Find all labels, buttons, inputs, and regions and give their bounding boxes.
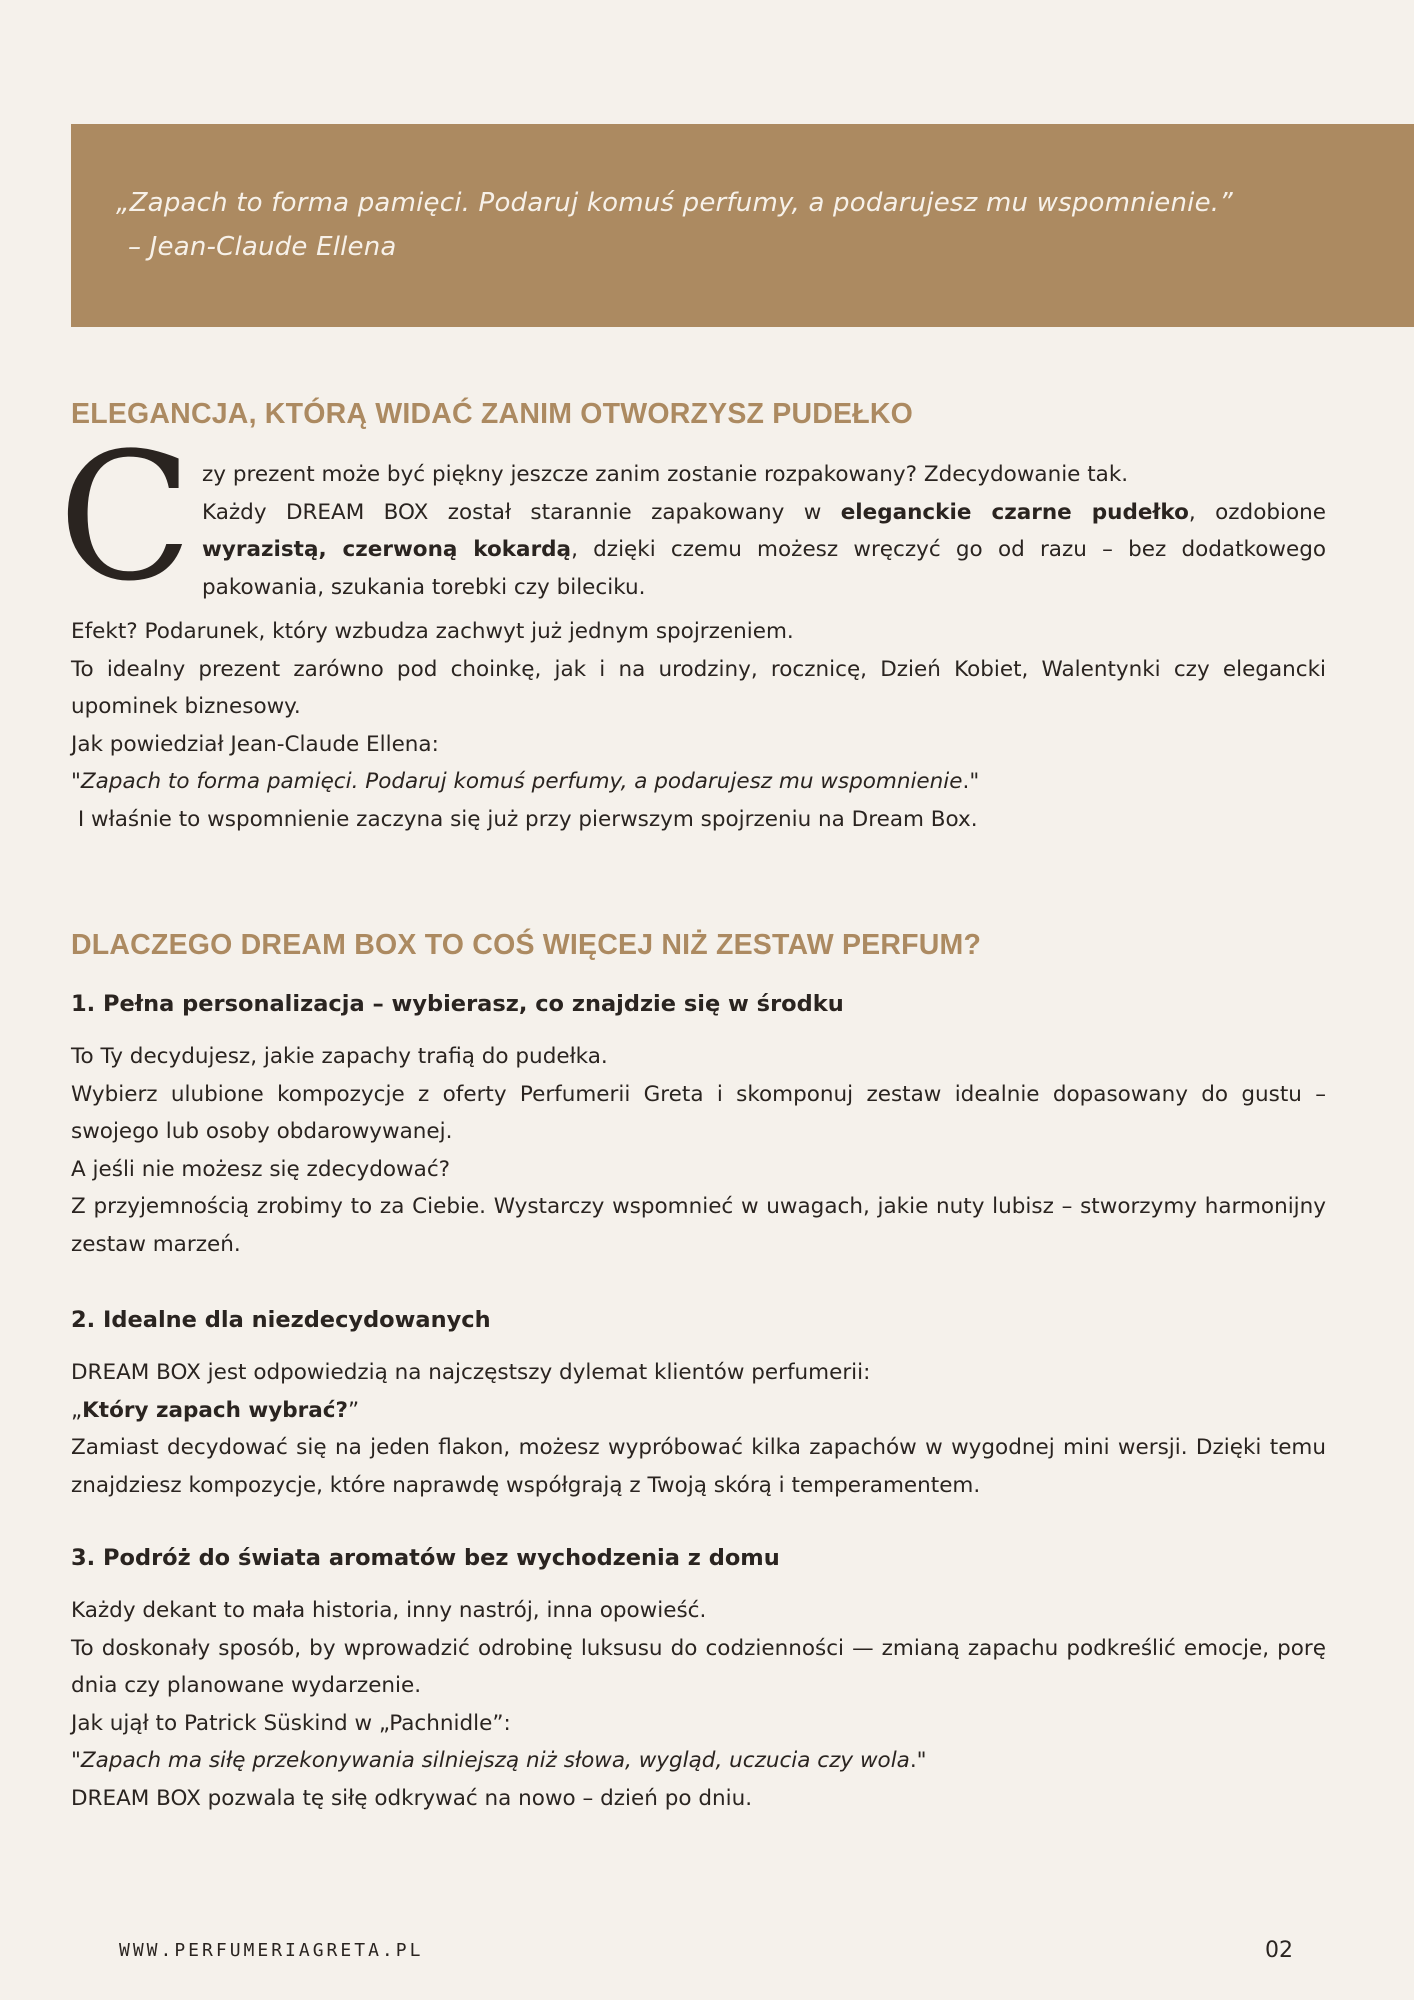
item2-body	[71, 1354, 1326, 1504]
ellena-quote	[71, 763, 1326, 801]
quote-banner	[71, 124, 1414, 327]
banner-quote-author: – Jean-Claude Ellena	[128, 232, 397, 262]
packaging-text-2: , ozdobione	[1188, 499, 1326, 525]
ideal-gift-text: To idealny prezent zarówno pod choinkę, jak i na urodziny, rocznicę, Dzień Kobiet, Walentynki czy elegancki upominek biznesowy.	[71, 656, 1326, 719]
quote-mark-close: ."	[962, 769, 980, 794]
item1-title: 1. Pełna personalizacja – wybierasz, co znajdzie się w środku	[71, 991, 844, 1017]
item1-p3: A jeśli nie możesz się zdecydować?	[71, 1156, 451, 1182]
section-heading-elegance: ELEGANCJA, KTÓRĄ WIDAĆ ZANIM OTWORZYSZ PUDEŁKO	[71, 398, 914, 430]
ellena-quote-text: Zapach to forma pamięci. Podaruj komuś perfumy, a podarujesz mu wspomnienie	[80, 769, 963, 794]
item1-p4: Z przyjemnością zrobimy to za Ciebie. Wystarczy wspomnieć w uwagach, jakie nuty lubisz – stworzymy harmonijny zestaw marzeń.	[71, 1194, 1326, 1257]
packaging-box-bold: eleganckie czarne pudełko	[840, 499, 1189, 525]
closing-text: I właśnie to wspomnienie zaczyna się już przy pierwszym spojrzeniu na Dream Box.	[71, 806, 978, 832]
quote-mark-open: "	[71, 1748, 81, 1773]
item2-p3: Zamiast decydować się na jeden flakon, możesz wypróbować kilka zapachów w wygodnej mini wersji. Dzięki temu znajdziesz kompozycje, które naprawdę współgrają z Twoją skórą i temperamentem.	[71, 1435, 1326, 1498]
item1-p1: To Ty decydujesz, jakie zapachy trafią do pudełka.	[71, 1044, 608, 1069]
item3-body	[71, 1592, 1326, 1817]
item3-p3: Jak ujął to Patrick Süskind w „Pachnidle”:	[71, 1710, 511, 1736]
banner-quote	[116, 181, 1233, 269]
item1-body	[71, 1038, 1326, 1263]
intro-packaging	[202, 494, 1326, 607]
banner-quote-text: „Zapach to forma pamięci. Podaruj komuś perfumy, a podarujesz mu wspomnienie.”	[116, 188, 1233, 218]
intro-line-text: zy prezent może być piękny jeszcze zanim zostanie rozpakowany? Zdecydowanie tak.	[202, 462, 1129, 487]
quote-mark-open: "	[71, 769, 81, 794]
intro-line	[202, 456, 1326, 494]
packaging-text-3: , dzięki czemu możesz wręczyć go od razu – bez dodatkowego pakowania, szukania torebki czy bileciku.	[202, 537, 1326, 600]
item3-p5: DREAM BOX pozwala tę siłę odkrywać na nowo – dzień po dniu.	[71, 1785, 753, 1811]
item3-p1: Każdy dekant to mała historia, inny nastrój, inna opowieść.	[71, 1598, 707, 1623]
effect-text: Efekt? Podarunek, który wzbudza zachwyt już jednym spojrzeniem.	[71, 619, 794, 644]
ellena-intro-text: Jak powiedział Jean-Claude Ellena:	[71, 731, 439, 757]
footer-website-link[interactable]: WWW.PERFUMERIAGRETA.PL	[119, 1940, 424, 1961]
item2-p2	[71, 1392, 1326, 1430]
packaging-bow-bold: wyrazistą, czerwoną kokardą	[202, 537, 572, 562]
intro-paragraph	[202, 456, 1326, 606]
packaging-text: Każdy DREAM BOX został starannie zapakowany w	[202, 499, 841, 525]
item2-title: 2. Idealne dla niezdecydowanych	[71, 1307, 491, 1333]
section1-body	[71, 613, 1326, 838]
quote-mark-close: ."	[909, 1748, 927, 1773]
item1-p2: Wybierz ulubione kompozycje z oferty Perfumerii Greta i skomponuj zestaw idealnie dopasowany do gustu – swojego lub osoby obdarowywanej.	[71, 1081, 1326, 1144]
suskind-quote	[71, 1742, 1326, 1780]
item2-p1: DREAM BOX jest odpowiedzią na najczęstszy dylemat klientów perfumerii:	[71, 1360, 871, 1385]
page-number: 02	[1265, 1938, 1293, 1963]
item3-p2: To doskonały sposób, by wprowadzić odrobinę luksusu do codzienności — zmianą zapachu podkreślić emocje, porę dnia czy planowane wydarzenie.	[71, 1635, 1326, 1698]
quote-mark-open: „	[71, 1397, 83, 1423]
which-scent-bold: Który zapach wybrać?	[82, 1397, 349, 1423]
item3-title: 3. Podróż do świata aromatów bez wychodzenia z domu	[71, 1545, 780, 1571]
suskind-quote-text: Zapach ma siłę przekonywania silniejszą niż słowa, wygląd, uczucia czy wola	[80, 1748, 910, 1773]
drop-cap-letter: C	[58, 415, 193, 620]
quote-mark-close: ”	[348, 1397, 360, 1423]
section-heading-why: DLACZEGO DREAM BOX TO COŚ WIĘCEJ NIŻ ZESTAW PERFUM?	[71, 929, 982, 961]
